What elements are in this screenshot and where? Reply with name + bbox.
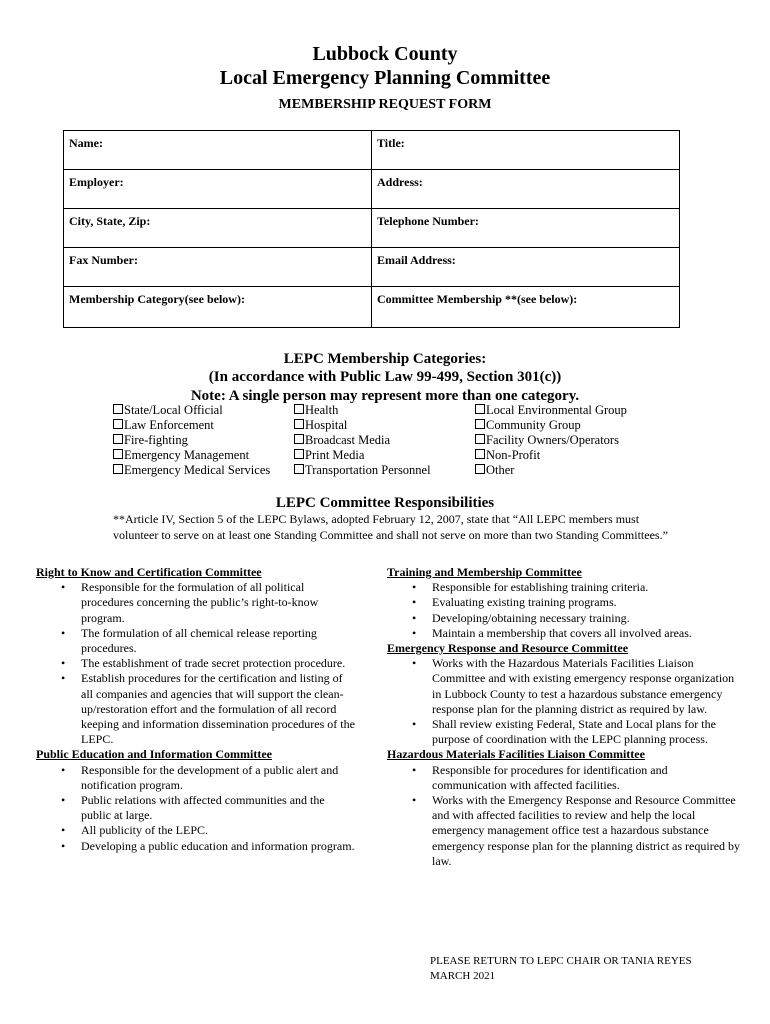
fax-field[interactable]: Fax Number: — [64, 248, 372, 287]
category-law-enforcement[interactable] — [113, 418, 270, 433]
revision-date: MARCH 2021 — [430, 970, 496, 982]
bylaws-note: **Article IV, Section 5 of the LEPC Bylaws, adopted February 12, 2007, state that “All LEPC members must volunteer to serve on at least one Standing Committee and shall not serve on more than two Standing Committees.” — [113, 512, 668, 542]
email-field[interactable]: Email Address: — [372, 248, 680, 287]
form-row — [64, 170, 680, 209]
categories-law-reference: (In accordance with Public Law 99-499, Section 301(c)) — [208, 369, 562, 385]
committee-name: Local Emergency Planning Committee — [219, 67, 551, 89]
list-item: • Responsible for procedures for identification and communication with affected facilities. — [432, 763, 742, 793]
category-label: Emergency Management — [124, 448, 250, 462]
committee-title: Right to Know and Certification Committee — [36, 565, 262, 579]
left-committee-column — [36, 565, 356, 854]
checkbox-icon[interactable] — [113, 464, 123, 474]
address-field[interactable]: Address: — [372, 170, 680, 209]
category-facility-owners-operators[interactable] — [475, 433, 627, 448]
responsibilities-heading: LEPC Committee Responsibilities — [275, 495, 495, 511]
category-label: Non-Profit — [486, 448, 541, 462]
category-column — [475, 403, 627, 478]
category-label: Transportation Personnel — [305, 463, 431, 477]
category-print-media[interactable] — [294, 448, 431, 463]
form-row — [64, 209, 680, 248]
committee-duties — [36, 580, 356, 747]
telephone-field[interactable]: Telephone Number: — [372, 209, 680, 248]
committee-duties — [387, 656, 742, 747]
category-label: Community Group — [486, 418, 581, 432]
committee-title: Training and Membership Committee — [387, 565, 582, 579]
categories-heading: LEPC Membership Categories: — [283, 351, 487, 367]
checkbox-icon[interactable] — [113, 449, 123, 459]
list-item: • Responsible for the formulation of all political procedures concerning the public’s right-to-know program. — [81, 580, 356, 626]
list-item: • Shall review existing Federal, State and Local plans for the purpose of coordination with the LEPC planning process. — [432, 717, 742, 747]
checkbox-icon[interactable] — [294, 404, 304, 414]
list-item: • Works with the Emergency Response and Resource Committee and with affected facilities to review and help the local emergency management office test a hazardous substance emergency response plan for the planning district as required by law. — [432, 793, 742, 869]
checkbox-icon[interactable] — [294, 464, 304, 474]
checkbox-icon[interactable] — [294, 434, 304, 444]
checkbox-icon[interactable] — [475, 449, 485, 459]
category-emergency-management[interactable] — [113, 448, 270, 463]
form-row — [64, 287, 680, 328]
list-item: • Maintain a membership that covers all involved areas. — [432, 626, 742, 641]
checkbox-icon[interactable] — [113, 434, 123, 444]
category-label: Health — [305, 403, 339, 417]
category-label: Law Enforcement — [124, 418, 214, 432]
list-item: • Establish procedures for the certification and listing of all companies and agencies that will support the clean-up/restoration effort and the formulation of all record keeping and information dissemination procedures of the LEPC. — [81, 671, 356, 747]
list-item: • Works with the Hazardous Materials Facilities Liaison Committee and with existing emergency response organization in Lubbock County to test a hazardous substance emergency response plan for the planning district as required by law. — [432, 656, 742, 717]
category-transportation-personnel[interactable] — [294, 463, 431, 478]
committee-title: Emergency Response and Resource Committee — [387, 641, 629, 656]
category-label: Fire-fighting — [124, 433, 188, 447]
category-label: Broadcast Media — [305, 433, 391, 447]
category-local-environmental-group[interactable] — [475, 403, 627, 418]
category-label: Other — [486, 463, 515, 477]
right-committee-column — [387, 565, 742, 869]
employer-field[interactable]: Employer: — [64, 170, 372, 209]
form-title: MEMBERSHIP REQUEST FORM — [278, 97, 492, 112]
return-instruction: PLEASE RETURN TO LEPC CHAIR OR TANIA REYES — [430, 955, 692, 967]
category-fire-fighting[interactable] — [113, 433, 270, 448]
category-label: Local Environmental Group — [486, 403, 627, 417]
footer — [430, 954, 692, 984]
membership-category-field[interactable]: Membership Category(see below): — [64, 287, 372, 328]
category-health[interactable] — [294, 403, 431, 418]
title-field[interactable]: Title: — [372, 131, 680, 170]
category-state-local-official[interactable] — [113, 403, 270, 418]
category-hospital[interactable] — [294, 418, 431, 433]
checkbox-icon[interactable] — [113, 419, 123, 429]
checkbox-icon[interactable] — [475, 419, 485, 429]
category-column — [294, 403, 431, 478]
checkbox-icon[interactable] — [294, 449, 304, 459]
category-non-profit[interactable] — [475, 448, 627, 463]
list-item: • The establishment of trade secret protection procedure. — [81, 656, 356, 671]
list-item: • Public relations with affected communities and the public at large. — [81, 793, 356, 823]
document-title: Lubbock County — [312, 43, 458, 65]
membership-form-table — [63, 130, 680, 328]
category-label: Print Media — [305, 448, 365, 462]
category-label: State/Local Official — [124, 403, 223, 417]
committee-membership-field[interactable]: Committee Membership **(see below): — [372, 287, 680, 328]
checkbox-icon[interactable] — [294, 419, 304, 429]
form-row — [64, 131, 680, 170]
list-item: • Developing a public education and information program. — [81, 839, 356, 854]
committee-title: Hazardous Materials Facilities Liaison Committee — [387, 747, 645, 762]
category-label: Hospital — [305, 418, 348, 432]
category-column — [113, 403, 270, 478]
checkbox-icon[interactable] — [113, 404, 123, 414]
list-item: • The formulation of all chemical release reporting procedures. — [81, 626, 356, 656]
checkbox-icon[interactable] — [475, 434, 485, 444]
form-row — [64, 248, 680, 287]
category-other[interactable] — [475, 463, 627, 478]
checkbox-icon[interactable] — [475, 404, 485, 414]
city-state-zip-field[interactable]: City, State, Zip: — [64, 209, 372, 248]
name-field[interactable]: Name: — [64, 131, 372, 170]
category-broadcast-media[interactable] — [294, 433, 431, 448]
list-item: • Developing/obtaining necessary training. — [432, 611, 742, 626]
list-item: • Evaluating existing training programs. — [432, 595, 742, 610]
category-community-group[interactable] — [475, 418, 627, 433]
list-item: • All publicity of the LEPC. — [81, 823, 356, 838]
categories-note: Note: A single person may represent more than one category. — [190, 388, 580, 404]
list-item: • Responsible for establishing training criteria. — [432, 580, 742, 595]
committee-duties — [387, 763, 742, 869]
list-item: • Responsible for the development of a public alert and notification program. — [81, 763, 356, 793]
category-label: Facility Owners/Operators — [486, 433, 619, 447]
checkbox-icon[interactable] — [475, 464, 485, 474]
category-label: Emergency Medical Services — [124, 463, 271, 477]
committee-duties — [36, 763, 356, 854]
category-emergency-medical-services[interactable] — [113, 463, 270, 478]
committee-title: Public Education and Information Committee — [36, 747, 273, 762]
committee-duties — [387, 580, 742, 641]
